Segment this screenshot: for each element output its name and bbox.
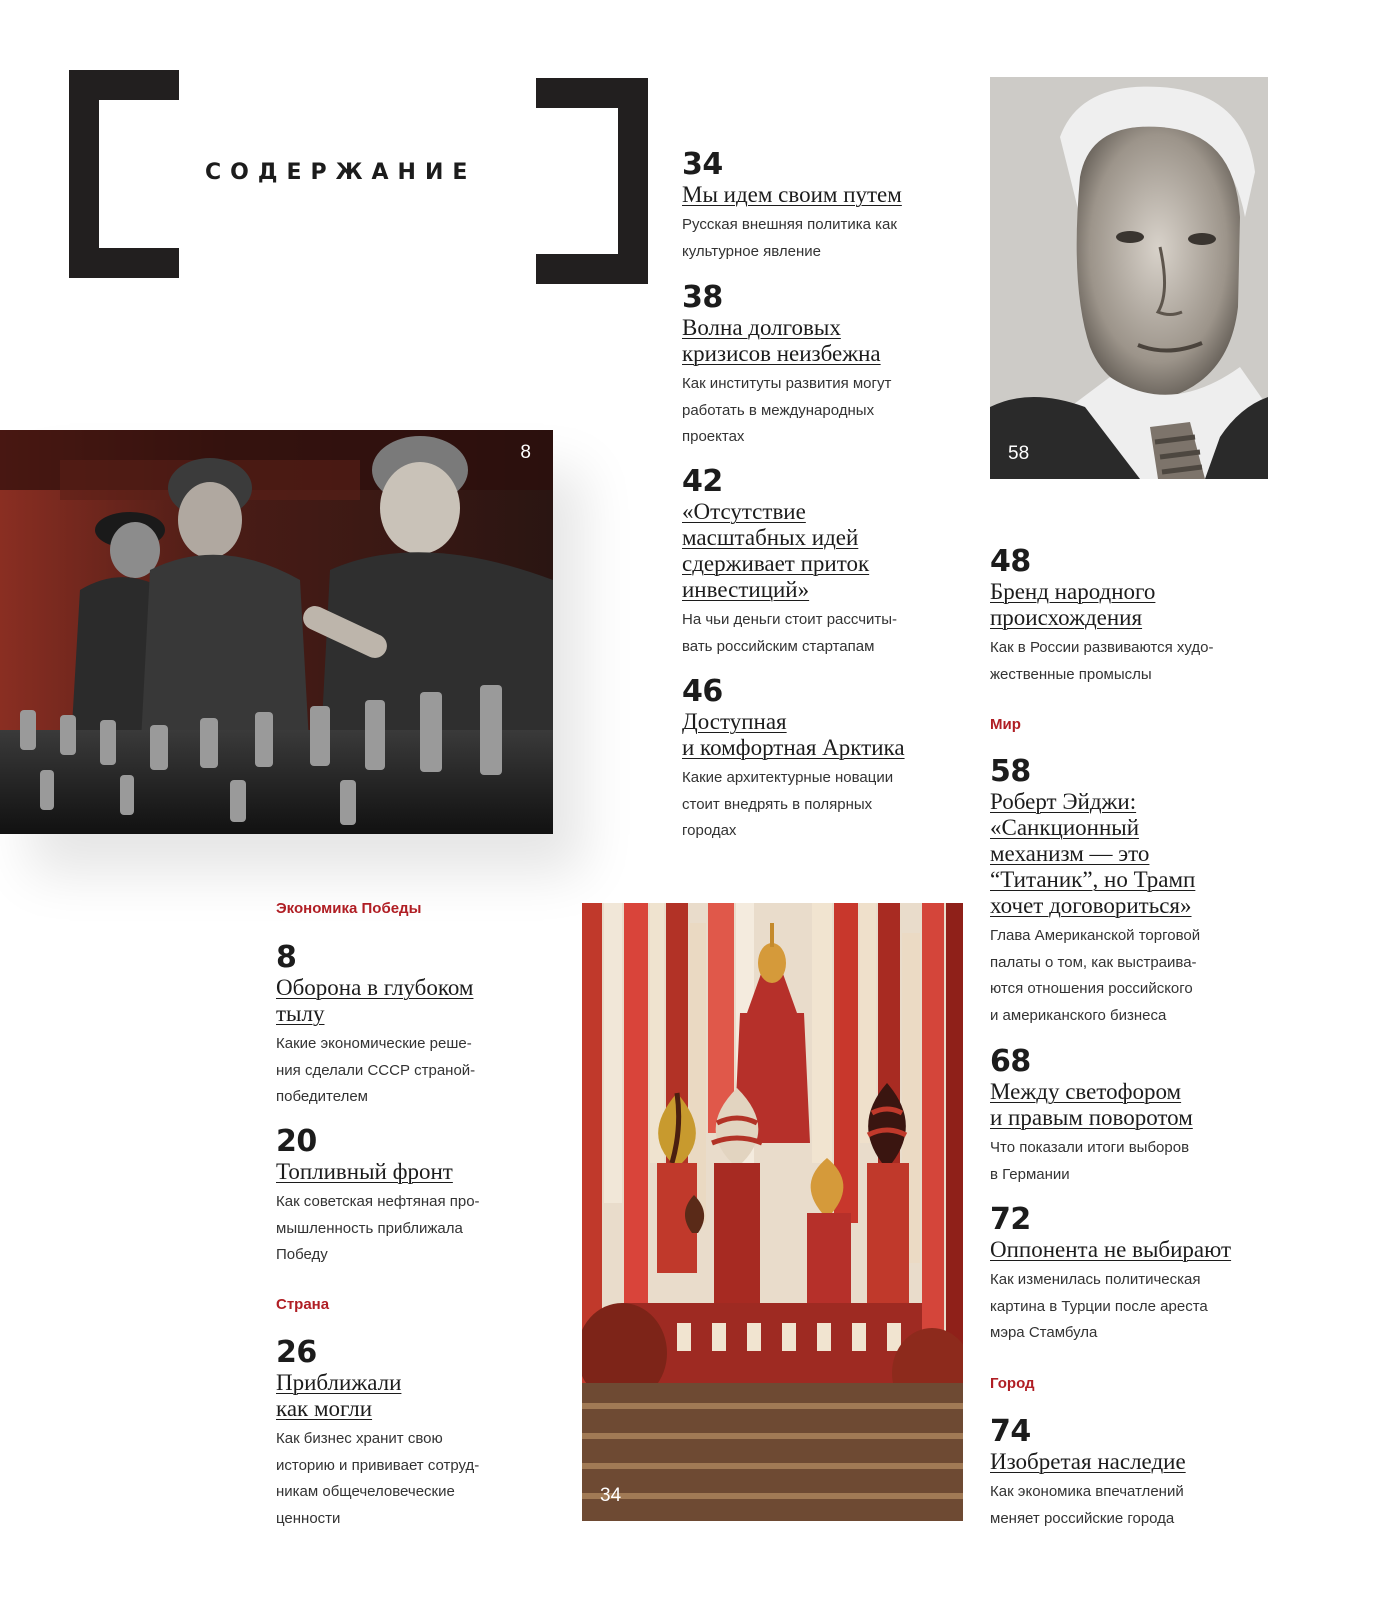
title-bracket-left [69, 70, 179, 278]
entry-page-number: 58 [990, 754, 1031, 789]
entry-description: Какие архитектурные новации стоит внедрять в полярных городах [682, 769, 894, 839]
entry-headline[interactable]: Оппонента не выбирают [990, 1237, 1232, 1262]
section-label-country: Страна [276, 1296, 330, 1313]
section-label-economy-victory: Экономика Победы [276, 900, 422, 917]
entry-page-number: 72 [990, 1202, 1031, 1237]
section-label-world: Мир [990, 716, 1021, 733]
entry-page-number: 20 [276, 1124, 317, 1159]
entry-page-number: 48 [990, 544, 1031, 579]
toc-entry-58[interactable] [990, 754, 1300, 1029]
entry-page-number: 38 [682, 280, 723, 315]
image-page-number: 8 [520, 442, 531, 463]
toc-entry-48[interactable] [990, 544, 1290, 688]
women-workers-photo [0, 430, 553, 834]
toc-entry-34[interactable] [682, 147, 982, 265]
entry-description: Глава Американской торговой палаты о том, как выстраива- ются отношения российского и американского бизнеса [990, 927, 1201, 1024]
entry-headline[interactable]: Волна долговых кризисов неизбежна [682, 315, 881, 366]
women-workers-photo-art [0, 430, 553, 834]
saint-basil-cathedral-illustration [582, 903, 963, 1521]
title-bracket-right [536, 78, 648, 284]
toc-entry-72[interactable] [990, 1202, 1290, 1347]
entry-headline[interactable]: Бренд народного происхождения [990, 579, 1156, 630]
entry-headline[interactable]: Изобретая наследие [990, 1449, 1186, 1474]
toc-entry-26[interactable] [276, 1335, 566, 1532]
entry-description: Как экономика впечатлений меняет российские города [990, 1483, 1184, 1527]
entry-description: На чьи деньги стоит рассчиты- вать российским стартапам [682, 611, 898, 655]
entry-description: Русская внешняя политика как культурное явление [682, 216, 897, 260]
toc-entry-20[interactable] [276, 1124, 566, 1269]
entry-description: Как в России развиваются худо- жественные промыслы [990, 639, 1214, 683]
toc-entry-68[interactable] [990, 1044, 1290, 1188]
toc-entry-74[interactable] [990, 1414, 1290, 1532]
toc-entry-8[interactable] [276, 940, 566, 1111]
man-portrait-photo-art [990, 77, 1268, 479]
entry-page-number: 34 [682, 147, 723, 182]
entry-headline[interactable]: Мы идем своим путем [682, 182, 902, 207]
section-label-city: Город [990, 1375, 1035, 1392]
entry-headline[interactable]: Топливный фронт [276, 1159, 453, 1184]
entry-headline[interactable]: Приближали как могли [276, 1370, 402, 1421]
entry-description: Что показали итоги выборов в Германии [990, 1139, 1190, 1183]
entry-headline[interactable]: «Отсутствие масштабных идей сдерживает приток инвестиций» [682, 499, 870, 602]
toc-entry-38[interactable] [682, 280, 982, 451]
entry-page-number: 42 [682, 464, 723, 499]
entry-description: Как изменилась политическая картина в Турции после ареста мэра Стамбула [990, 1271, 1208, 1341]
entry-headline[interactable]: Между светофором и правым поворотом [990, 1079, 1193, 1130]
entry-page-number: 26 [276, 1335, 317, 1370]
entry-headline[interactable]: Роберт Эйджи: «Санкционный механизм — это “Титаник”, но Трамп хочет договориться» [990, 789, 1196, 918]
entry-description: Как советская нефтяная про- мышленность приближала Победу [276, 1193, 480, 1263]
page-title: СОДЕРЖАНИЕ [205, 160, 477, 185]
toc-entry-42[interactable] [682, 464, 982, 660]
entry-page-number: 74 [990, 1414, 1031, 1449]
entry-page-number: 8 [276, 940, 297, 975]
saint-basil-cathedral-art [582, 903, 963, 1521]
entry-headline[interactable]: Доступная и комфортная Арктика [682, 709, 905, 760]
entry-description: Какие экономические реше- ния сделали СССР страной- победителем [276, 1035, 476, 1105]
image-page-number: 34 [600, 1485, 622, 1506]
entry-headline[interactable]: Оборона в глубоком тылу [276, 975, 474, 1026]
image-page-number: 58 [1008, 443, 1030, 464]
entry-page-number: 46 [682, 674, 723, 709]
man-portrait-photo [990, 77, 1268, 479]
entry-description: Как институты развития могут работать в международных проектах [682, 375, 892, 445]
toc-entry-46[interactable] [682, 674, 982, 845]
entry-description: Как бизнес хранит свою историю и прививает сотруд- никам общечеловеческие ценности [276, 1430, 480, 1527]
entry-page-number: 68 [990, 1044, 1031, 1079]
